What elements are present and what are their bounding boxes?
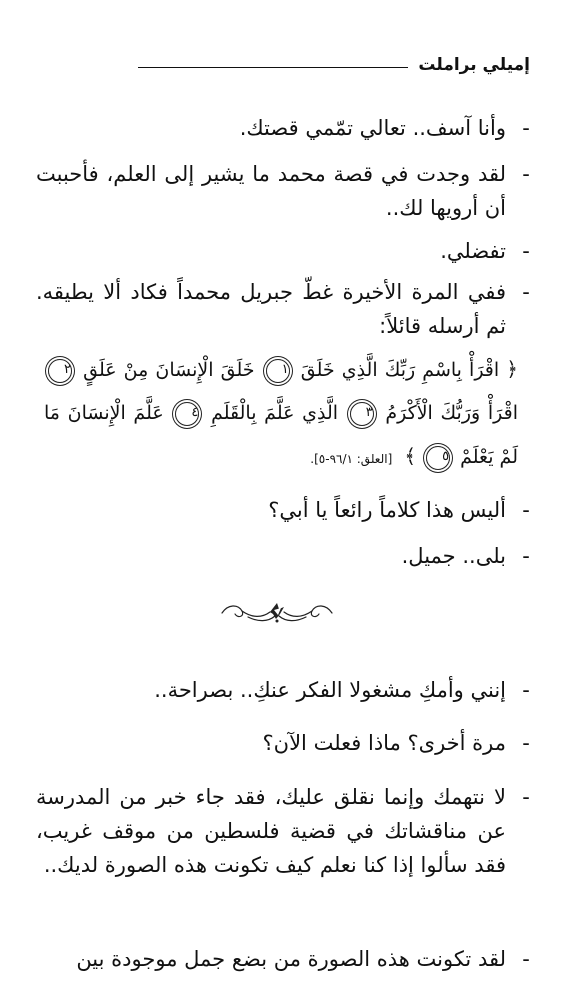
dialogue-line <box>36 780 536 882</box>
dialogue-dash: - <box>522 239 530 263</box>
quran-citation: [العلق: ٩٦/١-٥]. <box>310 452 393 466</box>
dialogue-dash: - <box>522 280 530 304</box>
ayah-number-icon: ٢ <box>48 359 72 383</box>
ayah-number-icon: ٤ <box>175 402 199 426</box>
dialogue-line <box>36 726 536 760</box>
dialogue-dash: - <box>522 731 530 755</box>
dialogue-line <box>36 157 536 225</box>
quran-verse: اقْرَأْ وَرَبُّكَ الْأَكْرَمُ <box>385 402 518 424</box>
header-rule <box>138 67 408 68</box>
dialogue-text: لا نتهمك وإنما نقلق عليك، فقد جاء خبر من المدرسة عن مناقشاتك في قضية فلسطين من موقف غريب، فقد سألوا إذا كنا نعلم كيف تكونت هذه الصورة لديك.. <box>36 785 506 877</box>
dialogue-line <box>36 942 536 976</box>
dialogue-text: لقد وجدت في قصة محمد ما يشير إلى العلم، فأحببت أن أرويها لك.. <box>36 162 506 220</box>
dialogue-line <box>36 275 536 343</box>
running-header <box>138 50 530 80</box>
quran-verse: خَلَقَ الْإِنسَانَ مِنْ عَلَقٍ <box>83 359 255 381</box>
quran-quote <box>44 348 518 481</box>
ayah-number-icon: ١ <box>266 359 290 383</box>
dialogue-text: أليس هذا كلاماً رائعاً يا أبي؟ <box>268 498 506 522</box>
dialogue-dash: - <box>522 785 530 809</box>
quran-verse: عَلَّمَ الْإِنسَانَ مَا لَمْ يَعْلَمْ <box>44 402 518 468</box>
ayah-number-icon: ٥ <box>426 446 450 470</box>
header-title: إميلي براملت <box>418 55 530 75</box>
dialogue-dash: - <box>522 947 530 971</box>
dialogue-dash: - <box>522 678 530 702</box>
dialogue-line <box>36 493 536 527</box>
dialogue-dash: - <box>522 544 530 568</box>
dialogue-text: ففي المرة الأخيرة غطّ جبريل محمداً فكاد ألا يطيقه. ثم أرسله قائلاً: <box>36 280 506 338</box>
quran-verse: الَّذِي عَلَّمَ بِالْقَلَمِ <box>211 402 339 424</box>
dialogue-dash: - <box>522 116 530 140</box>
quran-verse: اقْرَأْ بِاسْمِ رَبِّكَ الَّذِي خَلَقَ <box>300 359 500 381</box>
dialogue-line <box>36 539 536 573</box>
dialogue-text: وأنا آسف.. تعالي تمّمي قصتك. <box>239 116 506 140</box>
dialogue-text: إنني وأمكِ مشغولا الفكر عنكِ.. بصراحة.. <box>154 678 506 702</box>
dialogue-line <box>36 234 536 268</box>
ayah-number-icon: ٣ <box>350 402 374 426</box>
dialogue-dash: - <box>522 162 530 186</box>
dialogue-text: تفضلي. <box>440 239 506 263</box>
dialogue-line <box>36 111 536 145</box>
section-divider-ornament-icon <box>218 598 336 626</box>
dialogue-dash: - <box>522 498 530 522</box>
dialogue-text: لقد تكونت هذه الصورة من بضع جمل موجودة بين <box>76 947 506 971</box>
dialogue-text: مرة أخرى؟ ماذا فعلت الآن؟ <box>262 731 506 755</box>
quran-close-brace: ﴾ <box>404 444 417 468</box>
dialogue-line <box>36 673 536 707</box>
quran-open-brace: ﴿ <box>506 357 519 381</box>
dialogue-text: بلى.. جميل. <box>401 544 506 568</box>
